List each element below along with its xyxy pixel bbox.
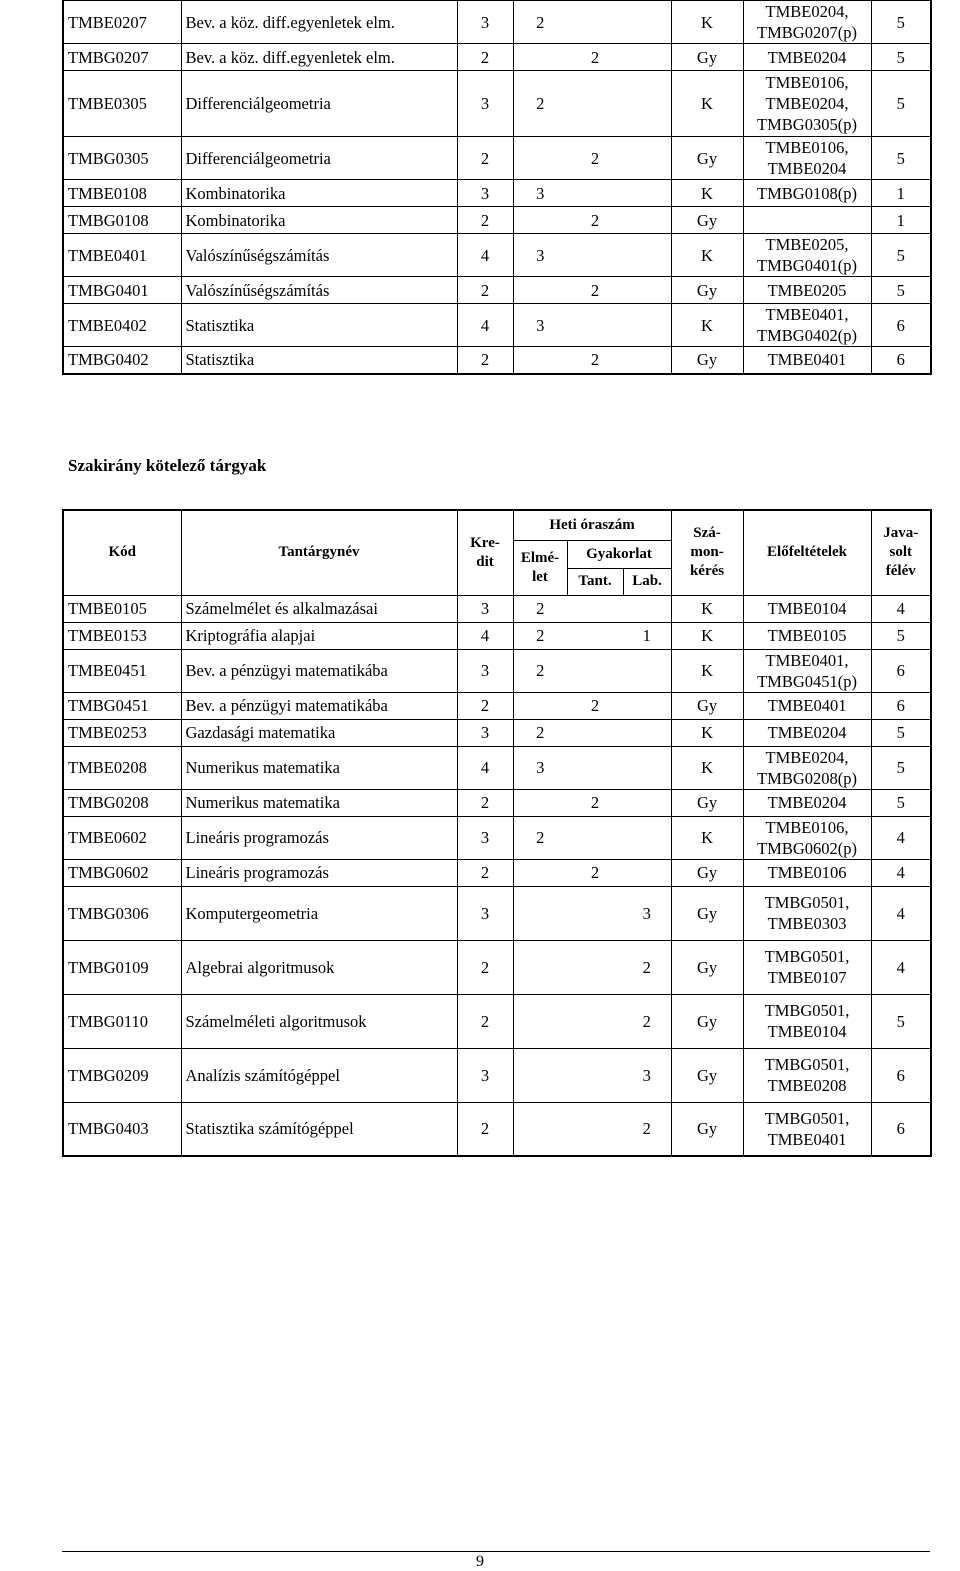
lab-hours [623,234,671,277]
prerequisite-line: TMBE0303 [767,914,847,933]
prerequisites [743,622,871,649]
practice-hours [567,234,623,277]
lab-hours [623,180,671,207]
lecture-hours [513,44,567,71]
lab-hours [623,207,671,234]
header-code: Kód [108,544,136,561]
prerequisite-line: TMBE0205 [767,280,847,300]
recommended-semester: 5 [871,994,931,1048]
prerequisite-line: TMBG0501, [764,947,850,966]
course-code: TMBE0602 [63,816,181,859]
prerequisites [743,234,871,277]
table-row [63,859,931,886]
recommended-semester: 6 [871,347,931,374]
practice-hours [567,71,623,137]
credit-value: 2 [457,347,513,374]
credit-value: 2 [457,277,513,304]
course-name: Statisztika számítógéppel [181,1102,457,1156]
table-row [63,622,931,649]
prerequisites [743,692,871,719]
prerequisite-line: TMBE0401 [767,350,847,370]
prerequisites [743,304,871,347]
header-credit: Kre- dit [457,510,513,595]
prerequisite-line: TMBG0602(p) [757,838,857,858]
credit-value: 2 [457,207,513,234]
prerequisites [743,347,871,374]
lecture-hours [513,886,567,940]
practice-hours [567,1048,623,1102]
practice-hours [567,649,623,692]
course-code: TMBE0153 [63,622,181,649]
lecture-hours: 3 [513,746,567,789]
credit-value: 3 [457,71,513,137]
lecture-hours: 2 [513,1,567,44]
course-code: TMBG0403 [63,1102,181,1156]
prerequisite-line: TMBG0501, [764,1108,850,1128]
lecture-hours: 3 [513,180,567,207]
exam-type: K [671,719,743,746]
course-code: TMBG0209 [63,1048,181,1102]
prerequisite-line: TMBG0501, [764,1055,850,1074]
course-code: TMBE0305 [63,71,181,137]
course-name: Lineáris programozás [181,816,457,859]
course-name: Kombinatorika [181,180,457,207]
credit-value: 4 [457,304,513,347]
lecture-hours: 2 [513,595,567,622]
exam-type: K [671,746,743,789]
table-row [63,71,931,137]
exam-type: Gy [671,277,743,304]
practice-hours [567,940,623,994]
practice-hours [567,180,623,207]
recommended-semester: 5 [871,719,931,746]
recommended-semester: 6 [871,1048,931,1102]
practice-hours [567,816,623,859]
lab-hours [623,789,671,816]
lecture-hours [513,789,567,816]
lab-hours [623,71,671,137]
table-row [63,180,931,207]
lecture-hours: 2 [513,816,567,859]
practice-hours [567,1,623,44]
table-row [63,940,931,994]
course-name: Analízis számítógéppel [181,1048,457,1102]
credit-value: 3 [457,595,513,622]
lecture-hours [513,277,567,304]
top-course-table [62,0,932,375]
course-name: Lineáris programozás [181,859,457,886]
prerequisites [743,816,871,859]
prerequisite-line: TMBG0401(p) [757,256,857,275]
exam-type: Gy [671,886,743,940]
table-row [63,347,931,374]
lab-hours [623,649,671,692]
lecture-hours [513,137,567,180]
recommended-semester: 4 [871,940,931,994]
credit-value: 3 [457,886,513,940]
section-title: Szakirány kötelező tárgyak [68,456,267,475]
lecture-hours [513,692,567,719]
practice-hours: 2 [567,789,623,816]
prerequisite-line: TMBE0204, [765,747,849,767]
exam-type: K [671,649,743,692]
lecture-hours: 2 [513,649,567,692]
recommended-semester: 6 [871,649,931,692]
exam-type: K [671,234,743,277]
header-lab: Lab. [623,568,671,595]
recommended-semester: 6 [871,692,931,719]
exam-type: Gy [671,859,743,886]
exam-type: Gy [671,137,743,180]
prerequisite-line: TMBE0204 [767,47,847,67]
header-prereq: Előfeltételek [743,510,871,595]
practice-hours [567,622,623,649]
exam-type: K [671,304,743,347]
lecture-hours: 3 [513,304,567,347]
lab-hours [623,595,671,622]
course-code: TMBE0451 [63,649,181,692]
prerequisite-line: TMBG0402(p) [757,326,857,345]
prerequisites [743,1,871,44]
table-row [63,1,931,44]
course-name: Bev. a köz. diff.egyenletek elm. [181,44,457,71]
lab-hours [623,746,671,789]
exam-type: Gy [671,994,743,1048]
course-code: TMBE0108 [63,180,181,207]
course-code: TMBE0253 [63,719,181,746]
prerequisite-line: TMBE0105 [767,626,847,645]
table-row [63,994,931,1048]
practice-hours [567,994,623,1048]
course-name: Numerikus matematika [181,746,457,789]
prerequisite-line: TMBE0401, [765,305,849,324]
lab-hours [623,277,671,304]
prerequisites [743,719,871,746]
lab-hours [623,1,671,44]
credit-value: 2 [457,44,513,71]
footer-line [62,1551,930,1552]
elective-course-table [62,509,932,1157]
prerequisites [743,1048,871,1102]
practice-hours [567,595,623,622]
prerequisite-line: TMBE0204 [767,723,847,742]
course-code: TMBE0105 [63,595,181,622]
prerequisite-line: TMBG0501, [764,1001,850,1020]
prerequisites [743,207,871,234]
recommended-semester: 6 [871,304,931,347]
lab-hours [623,304,671,347]
course-name: Valószínűségszámítás [181,277,457,304]
header-weekly-hours: Heti óraszám [513,510,671,540]
recommended-semester: 5 [871,44,931,71]
prerequisite-line: TMBE0106, [765,138,849,157]
recommended-semester: 5 [871,137,931,180]
practice-hours [567,886,623,940]
recommended-semester: 1 [871,180,931,207]
course-name: Statisztika [181,304,457,347]
prerequisites [743,886,871,940]
header-practice: Gyakorlat [567,540,671,568]
prerequisite-line: TMBE0401 [767,1129,847,1149]
recommended-semester: 4 [871,816,931,859]
exam-type: Gy [671,207,743,234]
prerequisites [743,649,871,692]
prerequisites [743,180,871,207]
header-lecture: Elmé- let [513,540,567,595]
lab-hours [623,347,671,374]
credit-value: 2 [457,1102,513,1156]
table-row [63,746,931,789]
course-code: TMBG0208 [63,789,181,816]
practice-hours: 2 [567,859,623,886]
recommended-semester: 1 [871,207,931,234]
prerequisite-line: TMBG0451(p) [757,671,857,691]
course-name: Kombinatorika [181,207,457,234]
exam-type: K [671,180,743,207]
practice-hours [567,719,623,746]
practice-hours: 2 [567,277,623,304]
lab-hours: 2 [623,940,671,994]
exam-type: K [671,71,743,137]
prerequisite-line: TMBG0108(p) [757,183,857,203]
lab-hours [623,719,671,746]
table-row [63,789,931,816]
prerequisite-line: TMBE0204, [765,94,849,113]
exam-type: Gy [671,347,743,374]
table-row [63,719,931,746]
recommended-semester: 5 [871,1,931,44]
recommended-semester: 4 [871,595,931,622]
practice-hours [567,304,623,347]
recommended-semester: 6 [871,1102,931,1156]
lecture-hours [513,859,567,886]
recommended-semester: 5 [871,277,931,304]
table-row [63,234,931,277]
table-row [63,137,931,180]
credit-value: 3 [457,816,513,859]
recommended-semester: 5 [871,622,931,649]
prerequisite-line: TMBE0106 [767,863,847,882]
credit-value: 2 [457,940,513,994]
prerequisites [743,137,871,180]
prerequisites [743,71,871,137]
course-name: Statisztika [181,347,457,374]
prerequisite-line: TMBE0106, [765,73,849,92]
course-name: Bev. a pénzügyi matematikába [181,692,457,719]
course-code: TMBG0401 [63,277,181,304]
header-exam: Szá- mon- kérés [671,510,743,595]
exam-type: K [671,816,743,859]
prerequisite-line: TMBE0204 [767,159,847,178]
lab-hours: 2 [623,994,671,1048]
table-row [63,304,931,347]
exam-type: Gy [671,789,743,816]
prerequisite-line: TMBG0501, [764,893,850,912]
recommended-semester: 5 [871,789,931,816]
course-name: Kriptográfia alapjai [181,622,457,649]
lecture-hours: 2 [513,622,567,649]
prerequisites [743,994,871,1048]
table-row [63,595,931,622]
prerequisite-line: TMBE0401, [765,650,849,670]
exam-type: Gy [671,692,743,719]
prerequisite-line: TMBE0107 [767,968,847,987]
course-name: Differenciálgeometria [181,71,457,137]
prerequisite-line: TMBG0305(p) [757,115,857,134]
practice-hours: 2 [567,347,623,374]
course-name: Számelméleti algoritmusok [181,994,457,1048]
prerequisite-line: TMBE0104 [767,599,847,618]
prerequisite-line: TMBG0207(p) [757,23,857,42]
credit-value: 4 [457,234,513,277]
credit-value: 3 [457,1048,513,1102]
course-name: Bev. a köz. diff.egyenletek elm. [181,1,457,44]
lecture-hours [513,994,567,1048]
recommended-semester: 5 [871,746,931,789]
course-name: Gazdasági matematika [181,719,457,746]
course-name: Számelmélet és alkalmazásai [181,595,457,622]
course-name: Komputergeometria [181,886,457,940]
credit-value: 4 [457,746,513,789]
prerequisite-line: TMBE0204, [765,2,849,21]
credit-value: 2 [457,692,513,719]
practice-hours: 2 [567,44,623,71]
lecture-hours: 2 [513,71,567,137]
credit-value: 3 [457,649,513,692]
prerequisite-line: TMBE0204 [767,793,847,812]
course-code: TMBG0108 [63,207,181,234]
credit-value: 3 [457,180,513,207]
course-name: Algebrai algoritmusok [181,940,457,994]
course-code: TMBG0306 [63,886,181,940]
recommended-semester: 4 [871,859,931,886]
recommended-semester: 4 [871,886,931,940]
course-name: Numerikus matematika [181,789,457,816]
table-row [63,277,931,304]
lecture-hours [513,940,567,994]
course-code: TMBG0602 [63,859,181,886]
lab-hours [623,816,671,859]
course-code: TMBG0207 [63,44,181,71]
course-code: TMBE0402 [63,304,181,347]
lab-hours: 2 [623,1102,671,1156]
lecture-hours [513,1102,567,1156]
course-code: TMBG0305 [63,137,181,180]
practice-hours: 2 [567,207,623,234]
course-name: Differenciálgeometria [181,137,457,180]
lab-hours: 3 [623,1048,671,1102]
credit-value: 2 [457,859,513,886]
practice-hours [567,1102,623,1156]
lab-hours [623,44,671,71]
lab-hours [623,137,671,180]
prerequisite-line: TMBE0106, [765,817,849,837]
table-row [63,816,931,859]
credit-value: 3 [457,1,513,44]
credit-value: 2 [457,137,513,180]
course-code: TMBE0207 [63,1,181,44]
exam-type: Gy [671,1048,743,1102]
prerequisite-line: TMBE0104 [767,1022,847,1041]
table-row [63,44,931,71]
lab-hours [623,859,671,886]
practice-hours: 2 [567,137,623,180]
prerequisites [743,277,871,304]
exam-type: K [671,595,743,622]
exam-type: Gy [671,940,743,994]
prerequisites [743,859,871,886]
lecture-hours [513,207,567,234]
prerequisites [743,44,871,71]
course-code: TMBG0451 [63,692,181,719]
lab-hours: 3 [623,886,671,940]
table-row [63,649,931,692]
practice-hours [567,746,623,789]
credit-value: 3 [457,719,513,746]
table-row [63,886,931,940]
course-code: TMBG0402 [63,347,181,374]
prerequisites [743,789,871,816]
table-row [63,692,931,719]
table-row [63,1102,931,1156]
course-name: Valószínűségszámítás [181,234,457,277]
prerequisites [743,1102,871,1156]
credit-value: 2 [457,789,513,816]
header-tant: Tant. [567,568,623,595]
lab-hours: 1 [623,622,671,649]
recommended-semester: 5 [871,71,931,137]
course-code: TMBG0109 [63,940,181,994]
header-name: Tantárgynév [181,510,457,595]
exam-type: K [671,1,743,44]
course-name: Bev. a pénzügyi matematikába [181,649,457,692]
lecture-hours [513,347,567,374]
recommended-semester: 5 [871,234,931,277]
table-row [63,1048,931,1102]
lecture-hours: 3 [513,234,567,277]
page-number: 9 [476,1553,484,1570]
credit-value: 2 [457,994,513,1048]
prerequisites [743,746,871,789]
prerequisite-line: TMBE0401 [767,696,847,715]
credit-value: 4 [457,622,513,649]
course-code: TMBE0401 [63,234,181,277]
table-row [63,207,931,234]
prerequisite-line: TMBG0208(p) [757,768,857,788]
course-code: TMBE0208 [63,746,181,789]
exam-type: Gy [671,44,743,71]
header-semester: Java- solt félév [871,510,931,595]
practice-hours: 2 [567,692,623,719]
lecture-hours: 2 [513,719,567,746]
exam-type: K [671,622,743,649]
prerequisites [743,940,871,994]
lecture-hours [513,1048,567,1102]
exam-type: Gy [671,1102,743,1156]
course-code: TMBG0110 [63,994,181,1048]
lab-hours [623,692,671,719]
prerequisite-line: TMBE0205, [765,235,849,254]
prerequisites [743,595,871,622]
prerequisite-line: TMBE0208 [767,1076,847,1095]
